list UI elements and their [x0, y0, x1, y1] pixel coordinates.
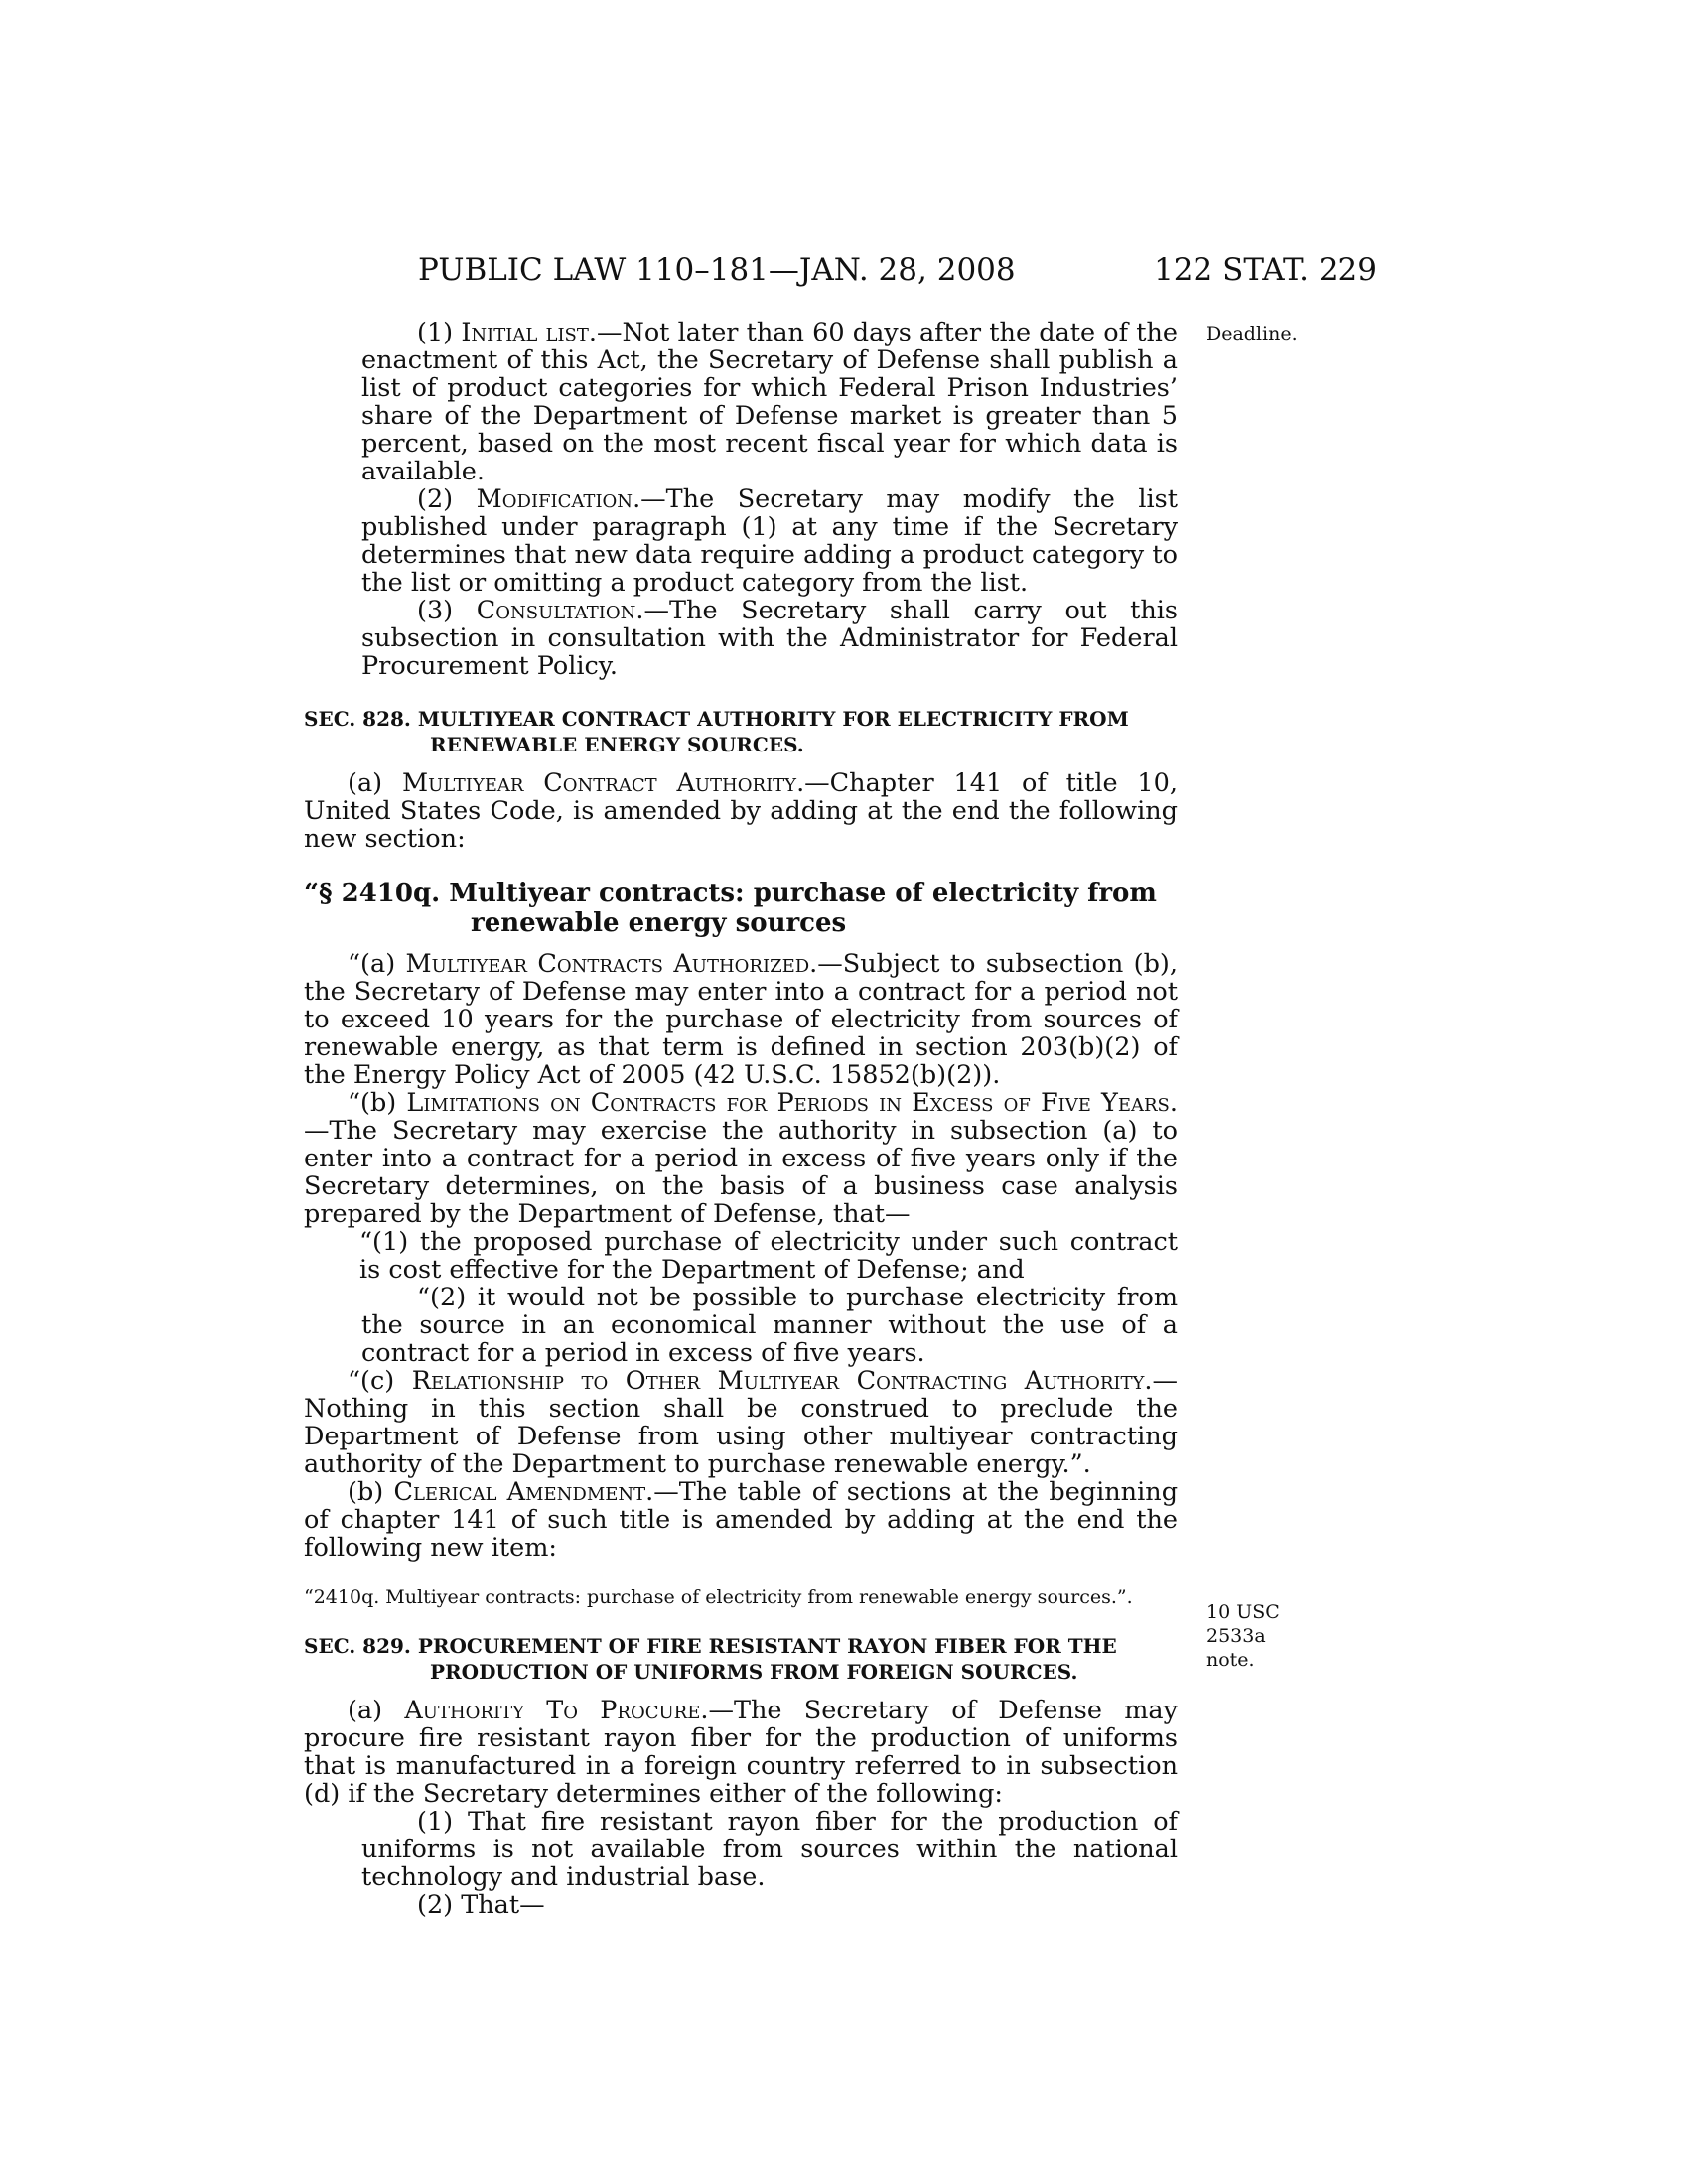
paragraph-heading: Consultation [476, 596, 636, 625]
running-head-title: PUBLIC LAW 110–181—JAN. 28, 2008 [418, 252, 1016, 288]
subsection-heading: Relationship to Other Multiyear Contracting Authority [411, 1366, 1145, 1396]
paragraph-heading: Modification [476, 484, 633, 514]
margin-note-deadline: Deadline. [1206, 323, 1298, 344]
subsection-number: “(a) [348, 949, 406, 979]
section-829-paragraph-2 [361, 1891, 1178, 1919]
paragraph-consultation [361, 597, 1178, 680]
section-828-subsection-a [304, 769, 1178, 853]
section-829-subsection-a [304, 1697, 1178, 1808]
new-section-2410q-heading: “§ 2410q. Multiyear contracts: purchase of electricity from renewable energy sources [304, 879, 1157, 938]
subsection-number: (a) [348, 768, 402, 798]
subsection-text: .—Chapter 141 of title 10, United States Code, is amended by adding at the end the following new section: [304, 768, 1178, 854]
subsection-number: (a) [348, 1696, 405, 1725]
paragraph-text: (2) That— [417, 1890, 545, 1920]
paragraph-text: “(2) it would not be possible to purchase electricity from the source in an economical manner without the use of a contract for a period in excess of five years. [361, 1283, 1178, 1368]
subsection-number: (b) [348, 1477, 394, 1507]
section-828-subsection-b [304, 1478, 1178, 1562]
paragraph-text: “(1) the proposed purchase of electricity under such contract is cost effective for the Department of Defense; and [359, 1227, 1178, 1285]
subsection-heading: Multiyear Contracts Authorized [405, 949, 810, 979]
subsection-text: .—The table of sections at the beginning of chapter 141 of such title is amended by adding at the end the following new item: [304, 1477, 1179, 1563]
paragraph-text: .—The Secretary may modify the list published under paragraph (1) at any time if the Secretary determines that new data require adding a product category to the list or omitting a product category from the list. [361, 484, 1178, 598]
paragraph-text: .—Not later than 60 days after the date of the enactment of this Act, the Secretary of Defense shall publish a list of product categories for which Federal Prison Industries’ share of the Department of Defense market is greater than 5 percent, based on the most recent fiscal year for which data is available. [361, 318, 1179, 486]
quoted-paragraph-b1 [359, 1228, 1178, 1284]
quoted-subsection-a [304, 950, 1178, 1089]
paragraph-modification [361, 485, 1178, 597]
margin-note-usc-line1: 10 USC 2533a [1206, 1601, 1280, 1647]
paragraph-number: (2) [417, 484, 477, 514]
running-head [418, 250, 1377, 290]
subsection-heading: Authority To Procure [404, 1696, 701, 1725]
subsection-heading: Clerical Amendment [393, 1477, 646, 1507]
paragraph-text: .—The Secretary shall carry out this subsection in consultation with the Administrator for Federal Procurement Policy. [361, 596, 1178, 681]
page-citation: 122 STAT. 229 [1154, 252, 1377, 288]
quoted-subsection-c [304, 1367, 1178, 1478]
page-body [304, 319, 1178, 1919]
paragraph-initial-list [361, 319, 1178, 485]
section-828-heading: SEC. 828. MULTIYEAR CONTRACT AUTHORITY FOR ELECTRICITY FROM RENEWABLE ENERGY SOURCES. [304, 707, 1129, 756]
subsection-text: .—The Secretary may exercise the authority in subsection (a) to enter into a contract for a period in excess of five years only if the Secretary determines, on the basis of a business case analysis prepared by the Department of Defense, that— [304, 1088, 1178, 1229]
section-829-heading: SEC. 829. PROCUREMENT OF FIRE RESISTANT RAYON FIBER FOR THE PRODUCTION OF UNIFORMS FROM FOREIGN SOURCES. [304, 1634, 1117, 1684]
subsection-text: .—Subject to subsection (b), the Secretary of Defense may enter into a contract for a period not to exceed 10 years for the purchase of electricity from sources of renewable energy, as that term is defined in section 203(b)(2) of the Energy Policy Act of 2005 (42 U.S.C. 15852(b)(2)). [304, 949, 1178, 1090]
margin-note-usc-line2: note. [1206, 1649, 1255, 1671]
subsection-heading: Limitations on Contracts for Periods in Excess of Five Years [406, 1088, 1170, 1118]
margin-note-usc [1206, 1600, 1336, 1672]
paragraph-number: (3) [417, 596, 477, 625]
paragraph-number: (1) [417, 318, 462, 347]
subsection-number: “(b) [348, 1088, 407, 1118]
subsection-text: .—The Secretary of Defense may procure fire resistant rayon fiber for the production of uniforms that is manufactured in a foreign country referred to in subsection (d) if the Secretary determines either of the following: [304, 1696, 1178, 1809]
subsection-heading: Multiyear Contract Authority [401, 768, 797, 798]
quoted-paragraph-b2 [361, 1284, 1178, 1367]
quoted-subsection-b [304, 1089, 1178, 1228]
paragraph-text: (1) That fire resistant rayon fiber for the production of uniforms is not available from sources within the national technology and industrial base. [361, 1807, 1178, 1892]
table-of-sections-item: “2410q. Multiyear contracts: purchase of electricity from renewable energy sources.”. [304, 1586, 1133, 1608]
paragraph-heading: Initial list [461, 318, 589, 347]
section-829-paragraph-1 [361, 1808, 1178, 1891]
subsection-text: .—Nothing in this section shall be construed to preclude the Department of Defense from using other multiyear contracting authority of the Department to purchase renewable energy.”. [304, 1366, 1178, 1479]
subsection-number: “(c) [348, 1366, 412, 1396]
